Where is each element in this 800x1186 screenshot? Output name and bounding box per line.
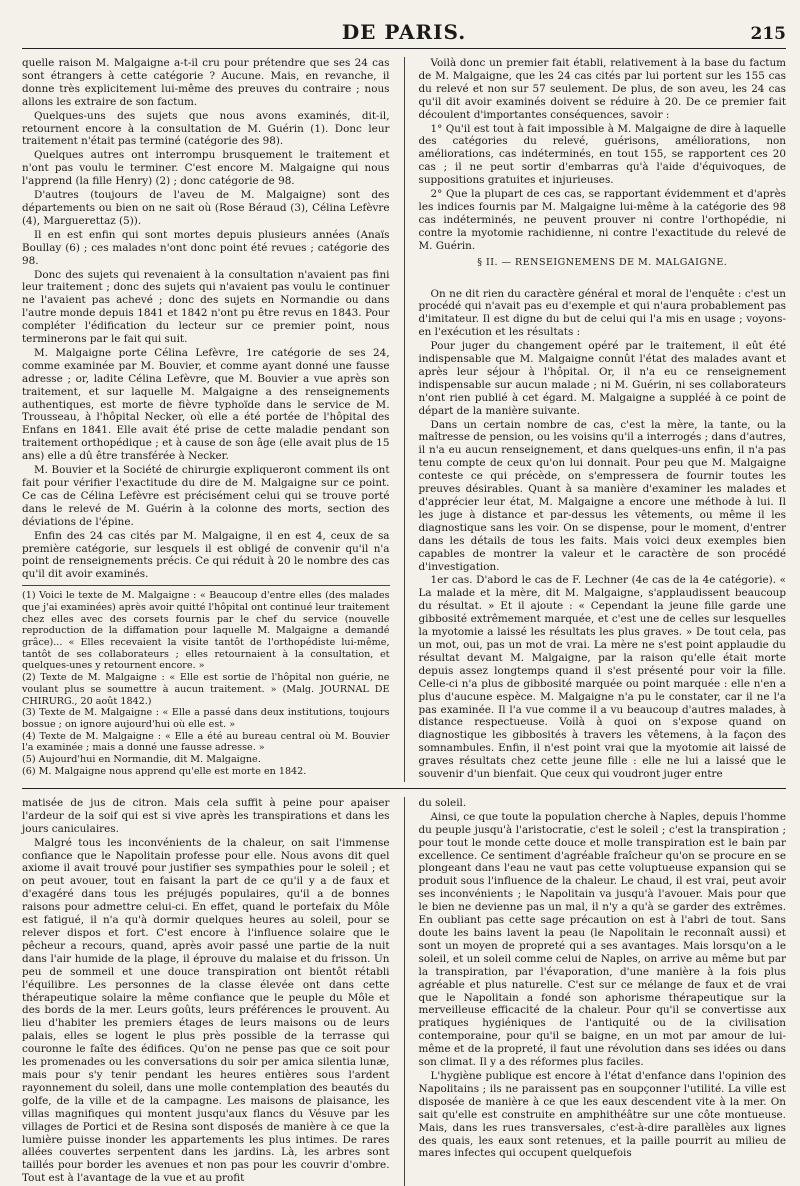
footnote: (5) Aujourd'hui en Normandie, dit M. Malgaigne. (22, 754, 261, 766)
paragraph: On ne dit rien du caractère général et moral de l'enquête : c'est un procédé qui n'avait pas eu d'exemple et qui n'aura probablement pas d'imitateur. Il est digne du but de celui qui l'a mis en usage ; voyons-en l'exécution et les résultats : (418, 287, 786, 339)
footnote: (3) Texte de M. Malgaigne : « Elle a passé dans deux institutions, toujours bossue ; on ignore aujourd'hui où elle est. » (22, 707, 390, 730)
footnotes (22, 585, 390, 777)
paragraph: Pour juger du changement opéré par le traitement, il eût été indispensable que M. Malgaigne connût l'état des malades avant et après leur séjour à l'hôpital. Or, il n'a eu ce renseignement indispensable sur aucun malade ; ni M. Guérin, ni ses collaborateurs n'ont rien publié à cet égard. M. Malgaigne a suppléé à ce point de départ de la manière suivante. (418, 340, 786, 417)
footnote: (6) M. Malgaigne nous apprend qu'elle est morte en 1842. (22, 765, 307, 777)
paragraph: matisée de jus de citron. Mais cela suffit à peine pour apaiser l'ardeur de la soif qui est si vive après les transpirations et dans les jours caniculaires. (22, 796, 390, 835)
paragraph: M. Malgaigne porte Célina Lefèvre, 1re catégorie de ses 24, comme examinée par M. Bouvier, et comme ayant donné une fausse adresse ; or, ladite Célina Lefèvre, que M. Bouvier a vue après son traitement, et sur laquelle M. Malgaigne a des renseignements authentiques, est morte de fièvre typhoïde dans le service de M. Trousseau, à l'hôpital Necker, où elle a été portée de l'hôpital des Enfans en 1841. Elle avait été prise de cette maladie pendant son traitement orthopédique ; et à cause de son âge (elle avait plus de 15 ans) elle a dû être transférée à Necker. (22, 346, 390, 463)
column-divider (404, 57, 405, 782)
paragraph: Voilà donc un premier fait établi, relativement à la base du factum de M. Malgaigne, que les 24 cas cités par lui portent sur les 155 cas du relevé et non sur 57 seulement. De plus, de son aveu, les 24 cas qu'il dit avoir examinés doivent se réduire à 20. De ce premier fait découlent d'importantes conséquences, savoir : (418, 57, 786, 121)
paragraph: 1° Qu'il est tout à fait impossible à M. Malgaigne de dire à laquelle des catégories du relevé, guérisons, améliorations, non améliorations, cas indéterminés, en tout 155, se rapportent ces 20 cas ; il ne peut sortir d'embarras qu'à l'aide d'équivoques, de suppositions gratuites et injurieuses. (418, 122, 786, 187)
footnote: (1) Voici le texte de M. Malgaigne : « Beaucoup d'entre elles (des malades que j'ai examinées) après avoir quitté l'hôpital ont continué leur traitement chez elles avec des corsets fournis par le chef du service (nouvelle reproduction de la diffamation pour laquelle M. Malgaigne a demandé grâce)... « Elles recevaient la visite tantôt de l'orthopédiste lui-même, tantôt de ses collaborateurs ; elles retournaient à la consultation, et quelques-unes y retournent encore. » (22, 590, 390, 672)
footnote: (4) Texte de M. Malgaigne : « Elle a été au bureau central où M. Bouvier l'a examinée ; mais a donné une fausse adresse. » (22, 730, 390, 754)
right-column (419, 57, 787, 782)
paragraph: Malgré tous les inconvénients de la chaleur, on sait l'immense confiance que le Napolitain professe pour elle. Nous avons dit quel axiome il avait trouvé pour justifier ses sympathies pour le soleil ; et on peut avouer, tout en faisant la part de ce qu'il y a de faux et d'exagéré dans tous les préjugés populaires, qu'il a de bonnes raisons pour admettre celui-ci. En effet, quand le portefaix du Môle est fatigué, il n'a qu'à dormir quelques heures au soleil, pour se relever dispos et fort. C'est encore à l'influence solaire que le pêcheur a recours, quand, après avoir passé une partie de la nuit dans l'air humide de la plage, il éprouve du malaise et du frisson. Un peu de sommeil et une douce transpiration ont bientôt rétabli l'équilibre. Les personnes de la classe élevée ont dans cette thérapeutique solaire la même confiance que le peuple du Môle et des bords de la mer. Leurs goûts, leurs préférences le prouvent. Au lieu d'habiter les premiers étages de leurs maisons ou de leurs palais, elles se logent le plus près possible de la terrasse qui couronne le faîte des édifices. Qu'on ne pense pas que ce soit pour les promenades ou les conversations du soir per amica silentia lunæ, mais pour s'y tenir pendant les heures entières sous l'ardent rayonnement du soleil, dans une molle contemplation des beautés du golfe, de la ville et de la campagne. Les maisons de plaisance, les villas magnifiques qui montent jusqu'aux flancs du Vésuve par les villages de Portici et de Resina sont disposés de manière à ce que la lumière puisse inonder les appartements les plus intimes. De rares allées couvertes serpentent dans les jardins. Là, les arbres sont taillés pour border les avenues et non pas pour les couvrir d'ombre. Tout est à l'avantage de la vue et au profit (22, 836, 390, 1185)
paragraph: M. Bouvier et la Société de chirurgie expliqueront comment ils ont fait pour vérifier l'exactitude du dire de M. Malgaigne sur ce point. Ce cas de Célina Lefèvre est précisément celui qui se trouve porté dans le relevé de M. Guérin à la colonne des morts, section des déviations de l'épine. (22, 464, 390, 528)
bottom-right-column (419, 797, 787, 1186)
paragraph: L'hygiène publique est encore à l'état d'enfance dans l'opinion des Napolitains ; ils ne paraissent pas en soupçonner l'utilité. La ville est disposée de manière à ce que les eaux descendent vite à la mer. On sait qu'elle est construite en amphithéâtre sur une côte montueuse. Mais, dans les rues transversales, c'est-à-dire parallèles aux lignes des quais, les eaux sont retenues, et la paille pourrit au milieu de mares infectes qui occupent quelquefois (418, 1069, 786, 1160)
paragraph: du soleil. (418, 796, 467, 809)
paragraph: 2° Que la plupart de ces cas, se rapportant évidemment et d'après les indices fournis par M. Malgaigne lui-même à la catégorie des 98 cas indéterminés, ne peuvent prouver ni contre l'orthopédie, ni contre la myotomie rachidienne, ni contre l'exactitude du relevé de M. Guérin. (418, 188, 786, 252)
running-title: DE PARIS. (341, 20, 467, 44)
paragraph: Quelques autres ont interrompu brusquement le traitement et n'ont pas voulu le terminer. C'est encore M. Malgaigne qui nous l'apprend (la fille Henry) (2) ; donc catégorie de 98. (22, 149, 390, 188)
paragraph: Quelques-uns des sujets que nous avons examinés, dit-il, retournent encore à la consultation de M. Guérin (1). Donc leur traitement n'était pas terminé (catégorie des 98). (22, 109, 390, 148)
paragraph: Dans un certain nombre de cas, c'est la mère, la tante, ou la maîtresse de pension, ou les voisins qu'il a interrogés ; dans d'autres, il n'a eu aucun renseignement, et dans quelques-uns enfin, il n'a pas tenu compte de ceux qu'on lui donnait. Pour peu que M. Malgaigne conteste ce qui précède, on s'empressera de fournir toutes les preuves désirables. Quant à sa manière d'examiner les malades et d'apprécier leur état, M. Malgaigne a encore une méthode à lui. Il les juge à distance et par-dessus les vêtements, ou même il les diagnostique sans les voir. On se dispense, pour le moment, d'entrer dans les détails de tous les faits. Mais voici deux exemples bien capables de montrer la valeur et le caractère de son procédé d'investigation. (418, 418, 786, 573)
paragraph: Il en est enfin qui sont mortes depuis plusieurs années (Anaïs Boullay (6) ; ces malades n'ont donc point été revues ; catégorie des 98. (22, 228, 390, 267)
paragraph: Enfin des 24 cas cités par M. Malgaigne, il en est 4, ceux de sa première catégorie, sur lesquels il est obligé de convenir qu'il n'a point de renseignements précis. Ce qui réduit à 20 le nombre des cas qu'il dit avoir examinés. (22, 529, 390, 581)
section-heading: § II. — RENSEIGNEMENS DE M. MALGAIGNE. (477, 256, 728, 268)
footnote: (2) Texte de M. Malgaigne : « Elle est sortie de l'hôpital non guérie, ne voulant plus se soumettre à aucun traitement. » (Malg. JOURNAL DE CHIRURG., 20 août 1842.) (22, 672, 390, 707)
page-number: 215 (750, 24, 786, 44)
page-header (22, 12, 786, 49)
lower-columns (22, 797, 786, 1186)
upper-columns (22, 57, 786, 782)
bottom-left-column (22, 797, 390, 1186)
feuilleton-rule (22, 788, 786, 789)
paragraph: Ainsi, ce que toute la population cherche à Naples, depuis l'homme du peuple jusqu'à l'aristocratie, c'est le soleil ; c'est la transpiration ; pour tout le monde cette douce et molle transpiration est le bain par excellence. Ce sentiment d'agréable fraîcheur qu'on se procure en se plongeant dans l'eau ne vaut pas cette voluptueuse expansion qui se produit sous l'influence de la chaleur. Le chaud, il est vrai, peut avoir ses inconvénients ; le Napolitain va jusqu'à l'avouer. Mais pour que le bien ne devienne pas un mal, il n'y a qu'à se garder des extrêmes. En oubliant pas cette sage précaution on est à l'abri de tout. Sans doute les bains lavent la peau (le Napolitain le reconnaît aussi) et sont un moyen de propreté qui a ses avantages. Mais lorsqu'on a le soleil, et un soleil comme celui de Naples, on arrive au même but par la transpiration, par l'évaporation, d'une manière à la fois plus agréable et plus naturelle. C'est sur ce mélange de faux et de vrai que le Napolitain a fondé son aphorisme thérapeutique sur la merveilleuse efficacité de la chaleur. Pour qu'il se convertisse aux pratiques hygiéniques de l'antiquité ou de la civilisation contemporaine, pour qu'il se baigne, en un mot par amour de lui-même et de la propreté, il faut une révolution dans ses idées ou dans son climat. Il y a des réformes plus faciles. (418, 810, 786, 1069)
column-divider (404, 797, 405, 1186)
paragraph: D'autres (toujours de l'aveu de M. Malgaigne) sont des départements ou bien on ne sait où (Rose Béraud (3), Célina Lefèvre (4), Marguerettaz (5)). (22, 189, 390, 227)
paragraph: quelle raison M. Malgaigne a-t-il cru pour prétendre que ses 24 cas sont étrangers à cette catégorie ? Aucune. Mais, en revanche, il donne très explicitement lui-même des preuves du contraire ; nous allons les extraire de son factum. (22, 57, 390, 108)
paragraph: 1er cas. D'abord le cas de F. Lechner (4e cas de la 4e catégorie). « La malade et la mère, dit M. Malgaigne, s'applaudissent beaucoup du résultat. » Et il ajoute : « Cependant la jeune fille garde une gibbosité extrêmement marquée, et c'est une de celles sur lesquelles la myotomie a laissé les résultats les plus graves. » De tout cela, pas un mot, oui, pas un mot de vrai. La mère ne s'est point applaudie du résultat devant M. Malgaigne, par la raison qu'elle était morte depuis assez longtemps quand il s'est présenté pour voir la fille. Celle-ci n'a plus de gibbosité marquée ou point marquée : elle n'en a plus d'aucune espèce. M. Malgaigne n'a pu le constater, car il ne l'a pas examinée. Il l'a vue comme il a vu beaucoup d'autres malades, à distance respectueuse. Voilà à quoi on s'expose quand on diagnostique les gibbosités à travers les vêtemens, à la façon des somnambules. Enfin, il n'est point vrai que la myotomie ait laissé de graves résultats chez cette jeune fille : elle ne lui a laissé que le souvenir d'un bienfait. Que ceux qui voudront juger entre (418, 574, 786, 781)
paragraph: Donc des sujets qui revenaient à la consultation n'avaient pas fini leur traitement ; donc des sujets qui n'avaient pas voulu le continuer ne l'avaient pas achevé ; donc des sujets en Normandie ou dans l'autre monde depuis 1841 et 1842 n'ont pu être revus en 1843. Pour compléter l'édification du lecteur sur ce premier point, nous terminerons par le fait qui suit. (22, 268, 390, 346)
newspaper-page (22, 12, 786, 1185)
left-column (22, 57, 390, 782)
